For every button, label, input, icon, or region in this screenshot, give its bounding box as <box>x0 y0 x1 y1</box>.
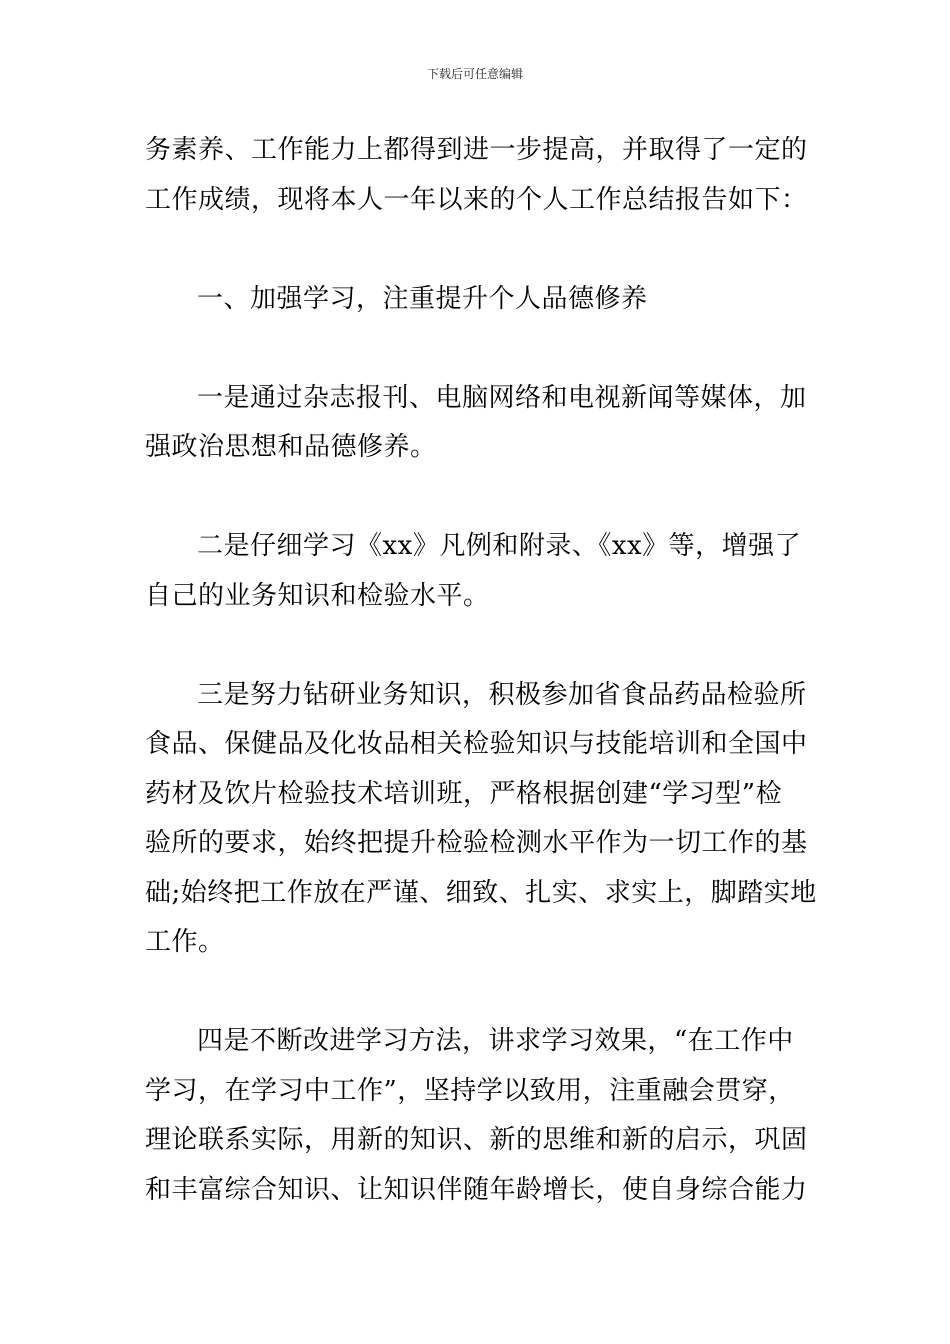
page-header: 下载后可任意编辑 <box>426 67 523 81</box>
text-line: 三是努力钻研业务知识，积极参加省食品药品检验所 <box>197 679 807 710</box>
paragraph-gap <box>145 324 805 374</box>
text-line: 工作成绩，现将本人一年以来的个人工作总结报告如下： <box>145 184 808 215</box>
text-line: 二是仔细学习《xx》凡例和附录、《xx》等，增强了 <box>197 531 802 561</box>
document-body <box>145 126 817 1215</box>
paragraph-item-2 <box>145 522 805 621</box>
text-line: 和丰富综合知识、让知识伴随年龄增长，使自身综合能力 <box>145 1174 808 1205</box>
paragraph-item-3 <box>145 671 817 968</box>
section-heading <box>145 275 805 325</box>
text-line: 一是通过杂志报刊、电脑网络和电视新闻等媒体，加 <box>197 382 807 413</box>
paragraph-continuation <box>145 126 808 225</box>
text-line: 础;始终把工作放在严谨、细致、扎实、求实上，脚踏实地 <box>145 877 817 908</box>
text-line: 四是不断改进学习方法，讲求学习效果，“在工作中 <box>197 1026 794 1056</box>
text-line: 理论联系实际，用新的知识、新的思维和新的启示，巩固 <box>145 1125 808 1155</box>
text-line: 学习，在学习中工作”，坚持学以致用，注重融会贯穿， <box>145 1075 795 1106</box>
paragraph-item-1 <box>145 374 805 473</box>
text-line: 务素养、工作能力上都得到进一步提高，并取得了一定的 <box>145 135 808 165</box>
paragraph-gap <box>145 473 805 523</box>
text-line: 验所的要求，始终把提升检验检测水平作为一切工作的基 <box>145 828 808 858</box>
paragraph-gap <box>145 621 805 671</box>
text-line: 药材及饮片检验技术培训班，严格根据创建“学习型”检 <box>145 778 783 809</box>
text-line: 食品、保健品及化妆品相关检验知识与技能培训和全国中 <box>145 729 808 759</box>
text-line: 自己的业务知识和检验水平。 <box>145 580 490 611</box>
paragraph-item-4 <box>145 1017 808 1215</box>
paragraph-gap <box>145 968 805 1018</box>
paragraph-gap <box>145 225 805 275</box>
text-line: 强政治思想和品德修养。 <box>145 432 437 462</box>
text-line: 工作。 <box>145 927 225 957</box>
heading-line: 一、加强学习，注重提升个人品德修养 <box>197 283 648 314</box>
